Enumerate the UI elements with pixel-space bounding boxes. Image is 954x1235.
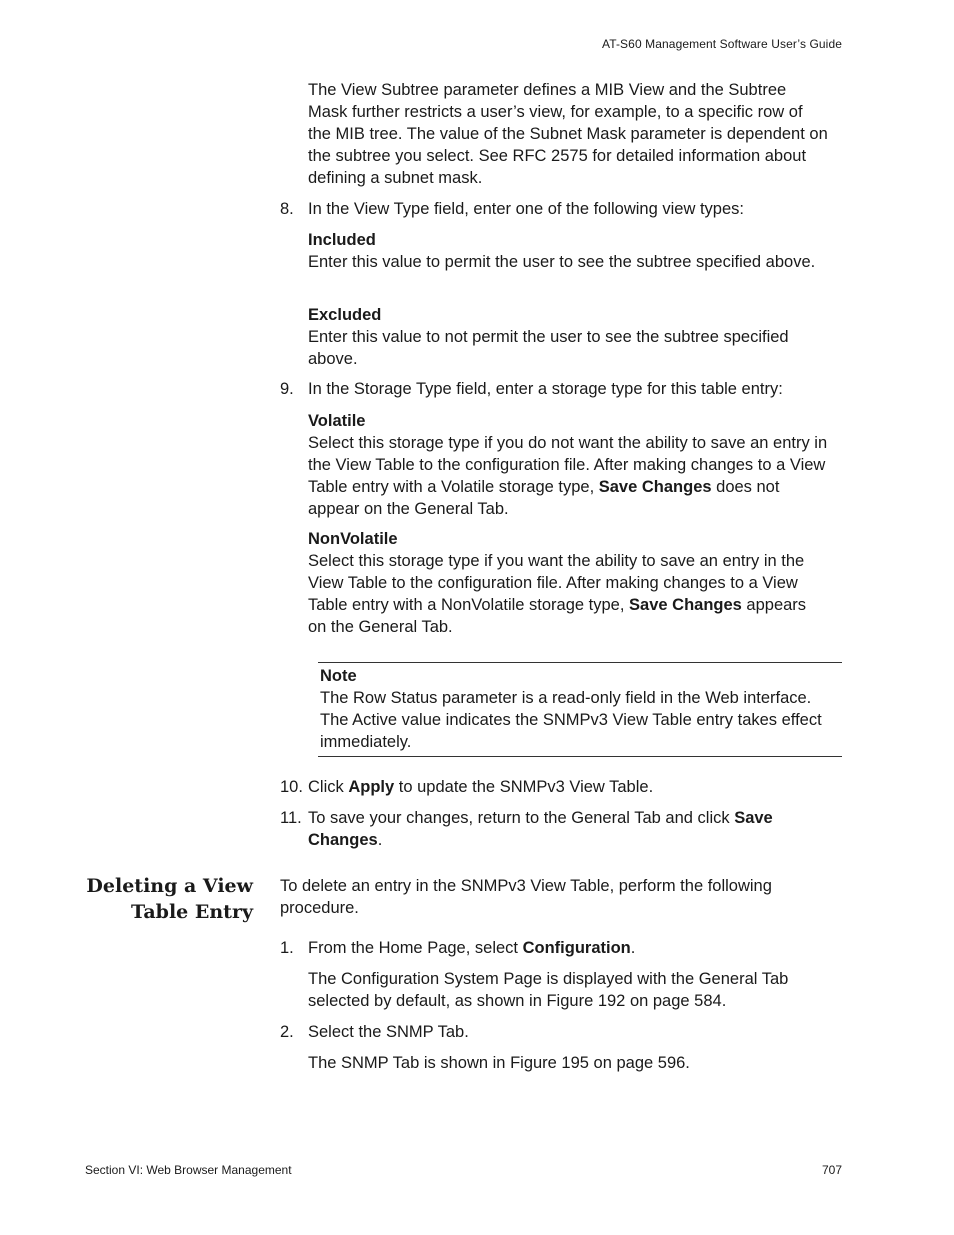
term-description: Enter this value to permit the user to see the subtree specified above. — [308, 253, 816, 271]
term-excluded — [308, 304, 828, 370]
step-text-bold: Configuration — [522, 939, 631, 957]
note-text: The Row Status parameter is a read-only field in the Web interface. The Active value indicates the SNMPv3 View Table entry takes effect immediately. — [320, 689, 822, 751]
step-11 — [280, 807, 840, 849]
term-description: Enter this value to not permit the user to see the subtree specified above. — [308, 328, 789, 368]
term-title: Excluded — [308, 306, 382, 324]
step-number: 11. — [280, 809, 302, 827]
delete-step-2 — [280, 1021, 840, 1043]
note-title: Note — [320, 667, 357, 685]
term-nonvolatile — [308, 528, 828, 638]
delete-step-1-paragraph: The Configuration System Page is displayed with the General Tab selected by default, as shown in Figure 192 on page 584. — [308, 970, 789, 1010]
step-9 — [280, 378, 840, 400]
step-text-b: . — [630, 939, 636, 957]
step-text-b: to update the SNMPv3 View Table. — [394, 778, 654, 796]
section-heading — [60, 873, 253, 925]
step-number: 9. — [280, 380, 294, 398]
note-box — [318, 662, 842, 757]
running-header: AT-S60 Management Software User’s Guide — [601, 37, 842, 51]
step-text-a: Click — [308, 778, 349, 796]
footer-section: Section VI: Web Browser Management — [85, 1163, 292, 1177]
section-heading-line2: Table Entry — [131, 901, 253, 923]
step-8 — [280, 198, 840, 220]
section-heading-line1: Deleting a View — [86, 875, 253, 897]
page-number: 707 — [821, 1163, 842, 1177]
term-description-a: Select this storage type if you want the ability to save an entry in the View Table to the configuration file. After making changes to a View Table entry with a NonVolatile storage type, — [308, 552, 805, 614]
step-text — [308, 776, 828, 798]
term-description-a: Select this storage type if you do not want the ability to save an entry in the View Table to the configuration file. After making changes to a View Table entry with a Volatile storage type, — [308, 434, 828, 496]
term-description-bold: Save Changes — [629, 596, 742, 614]
term-title: Volatile — [308, 412, 366, 430]
step-text-a: From the Home Page, select — [308, 939, 523, 957]
step-text — [308, 937, 828, 959]
intro-paragraph: The View Subtree parameter defines a MIB View and the Subtree Mask further restricts a user’s view, for example, to a specific row of the MIB tree. The value of the Subnet Mask parameter is dependent on the subtree you select. See RFC 2575 for detailed information about defining a subnet mask. — [308, 81, 828, 187]
step-number: 1. — [280, 939, 294, 957]
step-10 — [280, 776, 840, 798]
section-intro: To delete an entry in the SNMPv3 View Table, perform the following procedure. — [280, 877, 772, 917]
term-description-b: appears on the General Tab. — [308, 596, 807, 636]
term-description-bold: Save Changes — [598, 478, 712, 496]
delete-step-1 — [280, 937, 840, 959]
step-text-bold: Save Changes — [308, 809, 773, 849]
term-title: Included — [308, 231, 376, 249]
delete-step-2-paragraph: The SNMP Tab is shown in Figure 195 on page 596. — [308, 1054, 690, 1072]
term-title: NonVolatile — [308, 530, 398, 548]
step-text-a: To save your changes, return to the General Tab and click — [308, 809, 735, 827]
step-text: In the View Type field, enter one of the following view types: — [308, 200, 744, 218]
step-text — [308, 807, 828, 851]
term-description-b: does not appear on the General Tab. — [308, 478, 780, 518]
term-included — [308, 229, 828, 273]
step-number: 2. — [280, 1023, 294, 1041]
step-text-b: . — [377, 831, 383, 849]
term-volatile — [308, 410, 828, 520]
step-number: 8. — [280, 200, 294, 218]
step-text: Select the SNMP Tab. — [308, 1023, 469, 1041]
step-number: 10. — [280, 778, 303, 796]
step-text-bold: Apply — [348, 778, 395, 796]
step-text: In the Storage Type field, enter a storage type for this table entry: — [308, 380, 783, 398]
